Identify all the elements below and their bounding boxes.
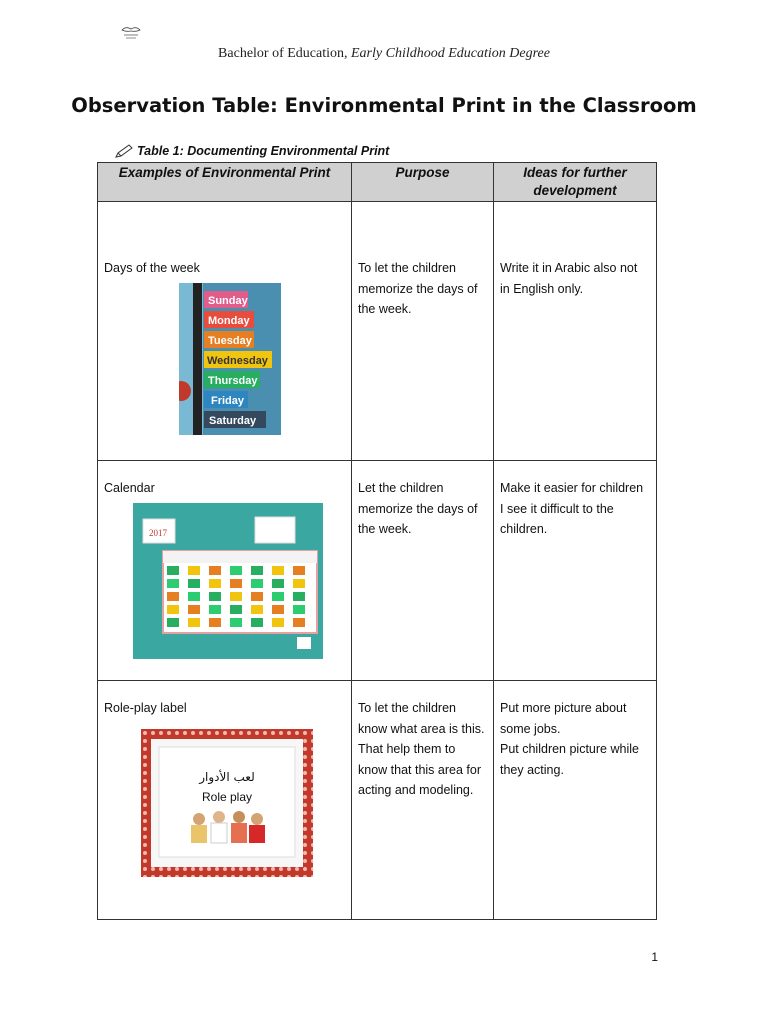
calendar-day-tile xyxy=(293,605,305,614)
header-degree: Bachelor of Education, xyxy=(218,46,351,61)
table-row xyxy=(98,681,657,920)
column-header-examples: Examples of Environmental Print xyxy=(98,163,352,202)
calendar-day-tile xyxy=(251,618,263,627)
calendar-day-tile xyxy=(188,618,200,627)
document-header xyxy=(0,46,768,62)
calendar-day-tile xyxy=(167,618,179,627)
calendar-day-tile xyxy=(209,579,221,588)
purpose-text: To let the children know what area is this. That help them to know that this area for acting and modeling. xyxy=(358,701,485,797)
column-header-ideas: Ideas for further development xyxy=(494,163,657,202)
ideas-cell xyxy=(494,202,657,461)
example-label: Days of the week xyxy=(104,261,200,275)
role-play-arabic: لعب الأدوار xyxy=(199,769,255,784)
calendar-day-tile xyxy=(188,605,200,614)
column-header-purpose: Purpose xyxy=(352,163,494,202)
day-label: Wednesday xyxy=(207,354,268,367)
calendar-day-tile xyxy=(230,592,242,601)
day-label: Sunday xyxy=(208,294,248,307)
purpose-cell xyxy=(352,202,494,461)
day-label: Thursday xyxy=(208,374,258,387)
calendar-day-tile xyxy=(188,579,200,588)
calendar-year: 2017 xyxy=(149,527,167,538)
calendar-day-tile xyxy=(230,618,242,627)
table-header-row xyxy=(98,163,657,202)
calendar-day-tile xyxy=(293,579,305,588)
header-program: Early Childhood Education Degree xyxy=(351,46,550,61)
ideas-text: Write it in Arabic also not in English only. xyxy=(500,261,638,296)
example-cell xyxy=(98,681,352,920)
calendar-day-tile xyxy=(272,579,284,588)
role-play-english: Role play xyxy=(201,789,253,804)
day-label: Saturday xyxy=(209,414,257,427)
role-play-photo xyxy=(141,729,313,877)
purpose-cell xyxy=(352,681,494,920)
calendar-day-tile xyxy=(272,592,284,601)
example-label: Role-play label xyxy=(104,701,187,715)
table-caption xyxy=(114,143,389,159)
day-label: Tuesday xyxy=(208,334,252,347)
ideas-cell xyxy=(494,461,657,681)
purpose-cell xyxy=(352,461,494,681)
example-label: Calendar xyxy=(104,481,155,495)
calendar-day-tile xyxy=(188,592,200,601)
calendar-day-tile xyxy=(272,618,284,627)
calendar-day-tile xyxy=(209,618,221,627)
table-caption-text: Table 1: Documenting Environmental Print xyxy=(137,144,390,158)
calendar-day-tile xyxy=(251,566,263,575)
calendar-day-tile xyxy=(293,618,305,627)
calendar-photo xyxy=(133,503,323,659)
purpose-text: Let the children memorize the days of the week. xyxy=(358,481,478,536)
calendar-day-tile xyxy=(230,566,242,575)
calendar-day-tile xyxy=(209,566,221,575)
calendar-day-tile xyxy=(251,579,263,588)
calendar-day-tile xyxy=(230,605,242,614)
university-logo-icon xyxy=(120,26,142,40)
calendar-day-tile xyxy=(209,592,221,601)
purpose-text: To let the children memorize the days of the week. xyxy=(358,261,478,316)
days-of-week-photo xyxy=(179,283,281,435)
day-label: Monday xyxy=(208,314,250,327)
table-row xyxy=(98,461,657,681)
page-number: 1 xyxy=(651,950,658,964)
ideas-cell xyxy=(494,681,657,920)
calendar-day-tile xyxy=(251,592,263,601)
calendar-day-tile xyxy=(293,592,305,601)
ideas-text: Put more picture about some jobs. Put children picture while they acting. xyxy=(500,701,639,777)
day-label: Friday xyxy=(211,394,245,407)
calendar-day-tile xyxy=(251,605,263,614)
observation-table xyxy=(97,162,657,920)
calendar-day-tile xyxy=(209,605,221,614)
calendar-day-tile xyxy=(167,592,179,601)
calendar-day-tile xyxy=(188,566,200,575)
calendar-day-tile xyxy=(230,579,242,588)
calendar-day-tile xyxy=(272,605,284,614)
calendar-day-tile xyxy=(293,566,305,575)
example-cell xyxy=(98,461,352,681)
example-cell xyxy=(98,202,352,461)
calendar-day-tile xyxy=(167,605,179,614)
page-title: Observation Table: Environmental Print in the Classroom xyxy=(71,94,697,117)
calendar-day-tile xyxy=(167,579,179,588)
table-row xyxy=(98,202,657,461)
ideas-text: Make it easier for children I see it difficult to the children. xyxy=(500,481,644,536)
pencil-icon xyxy=(114,143,134,159)
calendar-day-tile xyxy=(272,566,284,575)
calendar-day-tile xyxy=(167,566,179,575)
